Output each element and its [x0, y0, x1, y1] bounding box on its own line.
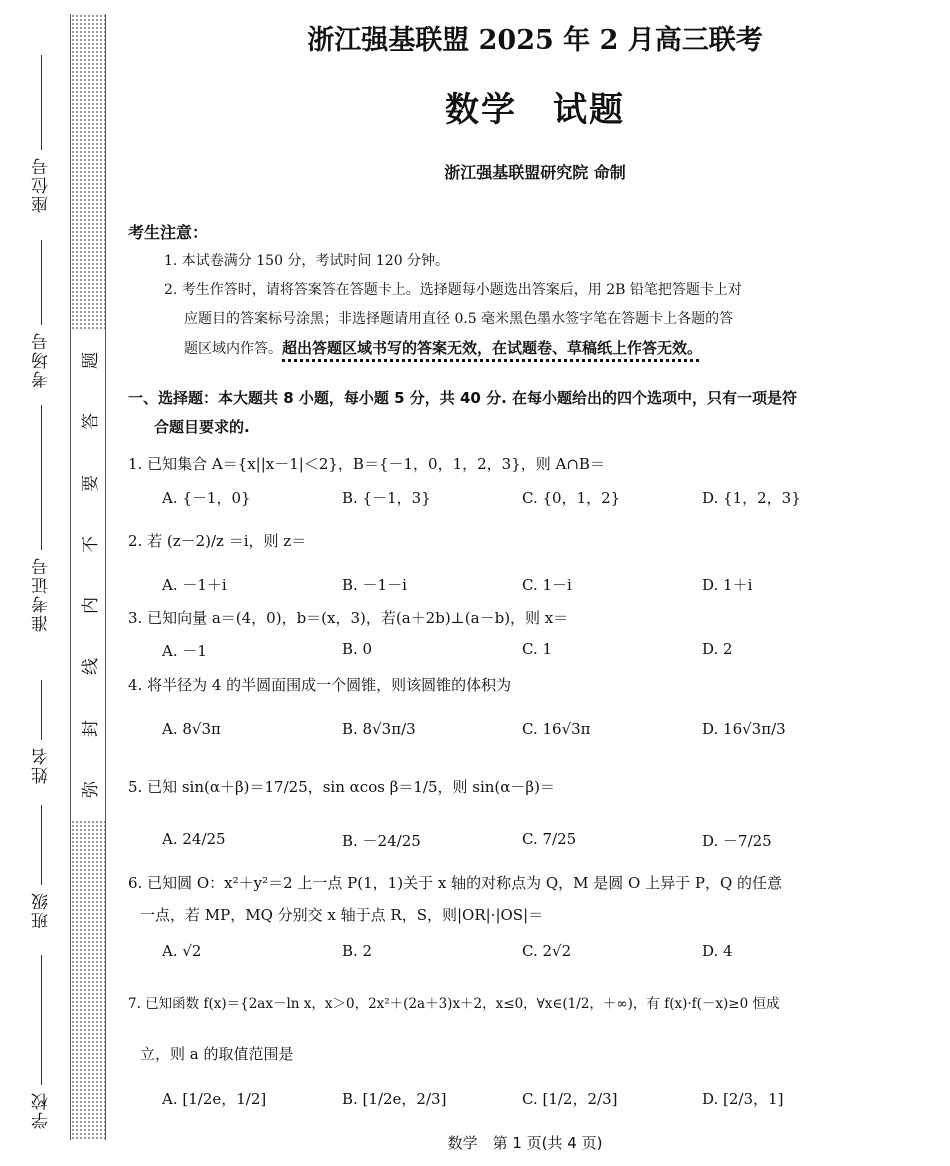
- seal-line-notice: [70, 330, 106, 820]
- seal-char: 题: [80, 352, 101, 370]
- question-3: 3. 已知向量 a＝(4，0)，b＝(x，3)，若(a＋2b)⊥(a－b)，则 x＝: [128, 609, 569, 627]
- notice-emphasis: 超出答题区域书写的答案无效，在试题卷、草稿纸上作答无效。: [282, 339, 703, 357]
- seal-char: 封: [80, 719, 101, 737]
- issuer: 浙江强基联盟研究院 命制: [444, 163, 626, 182]
- seal-char: 答: [80, 413, 101, 431]
- question-7-options: [162, 1088, 882, 1109]
- option-c: C. 1: [522, 640, 553, 658]
- notice-item-2-line-2: 应题目的答案标号涂黑；非选择题请用直径 0.5 毫米黑色墨水签字笔在答题卡上各题的答: [184, 311, 734, 327]
- admission-number-field: [26, 405, 56, 675]
- option-c: C. {0，1，2}: [522, 489, 621, 507]
- school-field: [26, 955, 56, 1155]
- option-a: A. √2: [162, 942, 202, 960]
- question-5-options: [162, 830, 882, 851]
- option-b: B. －24/25: [342, 832, 421, 850]
- option-b: B. [1/2e，2/3]: [342, 1090, 447, 1108]
- class-label: 班级: [31, 891, 52, 929]
- exam-room-field: [26, 240, 56, 400]
- notice-heading: 考生注意：: [128, 223, 209, 242]
- seal-char: 要: [80, 474, 101, 492]
- notice-item-1: 1. 本试卷满分 150 分，考试时间 120 分钟。: [164, 253, 450, 269]
- question-1-options: [162, 487, 882, 508]
- option-a: A. －1＋i: [162, 576, 227, 594]
- question-6-options: [162, 942, 882, 960]
- dotted-strip-bottom: [70, 820, 106, 1140]
- question-2: 2. 若 (z－2)/z ＝i，则 z＝: [128, 532, 307, 550]
- option-d: D. －7/25: [702, 832, 772, 850]
- section-line-2: 合题目要求的.: [154, 418, 250, 436]
- question-7: 7. 已知函数 f(x)＝{2ax－ln x，x＞0，2x²＋(2a＋3)x＋2，x≤0，∀x∈(1/2，＋∞)，有 f(x)·f(－x)≥0 恒成: [128, 996, 780, 1012]
- option-d: D. [2/3，1]: [702, 1090, 784, 1108]
- option-a: A. 24/25: [162, 830, 226, 848]
- option-b: B. －1－i: [342, 576, 407, 594]
- name-field: [26, 680, 56, 800]
- name-label: 姓名: [31, 746, 52, 784]
- question-4-options: [162, 720, 882, 738]
- admission-number-label: 准考证号: [31, 556, 52, 632]
- binding-margin: [0, 0, 70, 1166]
- class-field: [26, 805, 56, 950]
- option-c: C. 2√2: [522, 942, 572, 960]
- option-a: A. －1: [162, 642, 207, 660]
- question-1: 1. 已知集合 A＝{x||x－1|＜2}，B＝{－1，0，1，2，3}，则 A∩B＝: [128, 455, 605, 473]
- option-d: D. {1，2，3}: [702, 489, 801, 507]
- option-c: C. 16√3π: [522, 720, 591, 738]
- option-a: A. [1/2e，1/2]: [162, 1090, 267, 1108]
- seal-char: 线: [80, 658, 101, 676]
- seat-number-field: [26, 55, 56, 235]
- question-5: 5. 已知 sin(α＋β)＝17/25，sin αcos β＝1/5，则 sin(α－β)＝: [128, 778, 555, 796]
- option-b: B. 0: [342, 640, 373, 658]
- seal-char: 弥: [80, 780, 101, 798]
- seal-char: 不: [80, 535, 101, 553]
- notice-item-2-line-3: [128, 334, 880, 364]
- option-b: B. {－1，3}: [342, 489, 431, 507]
- exam-title: 浙江强基联盟 2025 年 2 月高三联考: [307, 25, 763, 56]
- question-2-options: [162, 574, 882, 595]
- section-line-1: 一、选择题：本大题共 8 小题，每小题 5 分，共 40 分. 在每小题给出的四个选项中，只有一项是符: [128, 389, 798, 407]
- notice-item-2-line-1: 2. 考生作答时，请将答案答在答题卡上。选择题每小题选出答案后，用 2B 铅笔把答题卡上对: [164, 282, 742, 298]
- section-heading: [128, 384, 880, 442]
- school-label: 学校: [31, 1091, 52, 1129]
- exam-room-label: 考场号: [31, 331, 52, 388]
- option-d: D. 2: [702, 640, 733, 658]
- option-c: C. 1－i: [522, 576, 572, 594]
- option-d: D. 1＋i: [702, 576, 753, 594]
- question-4: 4. 将半径为 4 的半圆面围成一个圆锥，则该圆锥的体积为: [128, 676, 512, 694]
- option-c: C. [1/2，2/3]: [522, 1090, 618, 1108]
- dotted-strip-top: [70, 14, 106, 330]
- exam-notice: [128, 218, 880, 364]
- option-a: A. {－1，0}: [162, 489, 251, 507]
- option-b: B. 8√3π/3: [342, 720, 416, 738]
- question-6: 6. 已知圆 O：x²＋y²＝2 上一点 P(1，1)关于 x 轴的对称点为 Q，M 是圆 O 上异于 P，Q 的任意: [128, 874, 783, 892]
- question-6-continued: 一点，若 MP，MQ 分别交 x 轴于点 R，S，则|OR|·|OS|＝: [140, 906, 544, 924]
- option-d: D. 4: [702, 942, 733, 960]
- option-c: C. 7/25: [522, 830, 577, 848]
- question-3-options: [162, 640, 882, 661]
- question-7-continued: 立，则 a 的取值范围是: [140, 1045, 294, 1063]
- notice-item-2-text: 题区域内作答。: [184, 341, 282, 357]
- page-footer: 数学 第 1 页(共 4 页): [447, 1134, 603, 1152]
- subject-title: 数学 试题: [445, 90, 625, 130]
- option-a: A. 8√3π: [162, 720, 221, 738]
- option-b: B. 2: [342, 942, 373, 960]
- option-d: D. 16√3π/3: [702, 720, 786, 738]
- seat-number-label: 座位号: [31, 156, 52, 213]
- seal-char: 内: [80, 597, 101, 615]
